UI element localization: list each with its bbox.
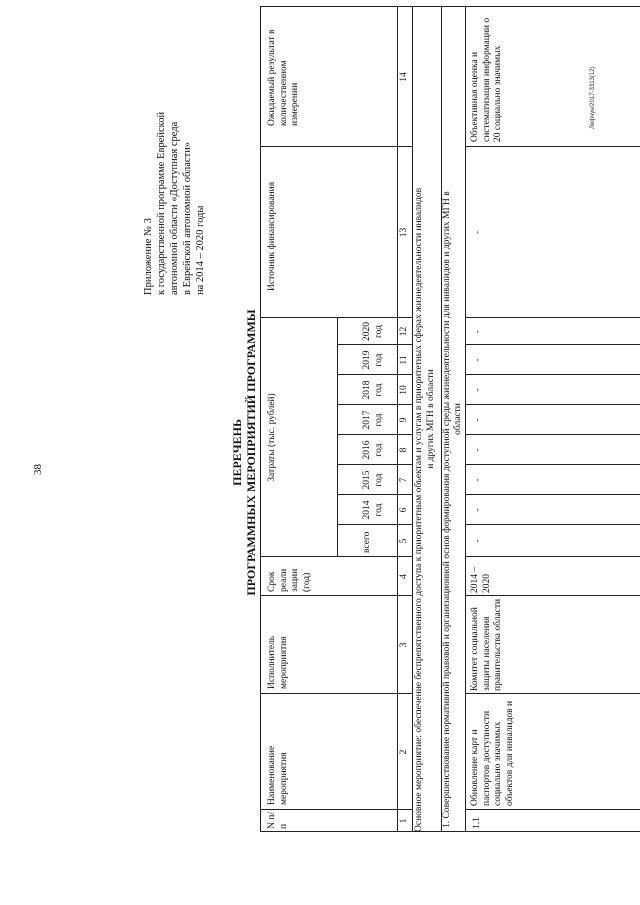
- col-divider: [260, 556, 412, 557]
- row-year-value: -: [473, 478, 483, 482]
- column-number: 13: [399, 227, 409, 238]
- header-year: 2018 год: [362, 380, 384, 400]
- col-divider: [465, 344, 640, 345]
- header-term: Срок реали зации (год): [267, 568, 312, 592]
- colnum-row-line: [412, 6, 413, 832]
- column-number: 6: [399, 507, 409, 513]
- row-year-value: -: [473, 418, 483, 422]
- column-number: 12: [399, 326, 409, 337]
- row-term: 2014 – 2020: [470, 566, 492, 593]
- header-year: 2015 год: [362, 470, 384, 490]
- appendix-line: автономной области «Доступная среда: [169, 121, 180, 295]
- header-bottom-line: [397, 6, 398, 832]
- column-number: 2: [399, 749, 409, 755]
- row-year-value: -: [473, 508, 483, 512]
- header-executor: Исполнитель мероприятия: [267, 635, 289, 689]
- row-source: -: [473, 230, 483, 235]
- header-result: Ожидаемый результат в количественном измерении: [267, 29, 300, 126]
- main-event-line-1: Основное мероприятие: обеспечение беспрепятственного доступа к приоритетным объектам и услугам в приоритетных сферах жизнедеятельности инвалидов: [414, 187, 424, 832]
- header-year: 2017 год: [362, 410, 384, 430]
- row-num: 1.1: [472, 817, 482, 829]
- col-divider: [465, 374, 640, 375]
- col-divider: [260, 595, 412, 596]
- col-divider: [260, 317, 412, 318]
- table-border-left: [260, 831, 640, 832]
- col-divider: [465, 809, 640, 810]
- header-total: всего: [362, 531, 372, 553]
- col-divider: [465, 434, 640, 435]
- document-subtitle: ПРОГРАММНЫХ МЕРОПРИЯТИЙ ПРОГРАММЫ: [244, 309, 258, 596]
- header-year: 2014 год: [362, 500, 384, 520]
- costs-header-divider: [337, 318, 338, 557]
- row-total: -: [473, 539, 483, 543]
- col-divider: [465, 146, 640, 147]
- appendix-line: в Еврейской автономной области»: [182, 141, 193, 295]
- column-number: 11: [399, 355, 409, 365]
- col-divider: [465, 494, 640, 495]
- col-divider: [465, 317, 640, 318]
- section-1-line-2: области: [453, 403, 463, 435]
- col-divider: [260, 809, 412, 810]
- column-number: 9: [399, 417, 409, 423]
- header-year: 2020 год: [362, 322, 384, 341]
- col-divider: [465, 524, 640, 525]
- appendix-line: на 2014 – 2020 годы: [195, 205, 206, 295]
- col-divider: [260, 146, 412, 147]
- header-costs: Затраты (тыс. рублей): [267, 393, 277, 482]
- column-number: 7: [399, 477, 409, 483]
- section-1-line-1: 1. Совершенствование нормативной правовой и организационной основ формирования доступной среды жизнедеятельности для инвалидов и других МГН в: [442, 191, 452, 828]
- row-year-value: -: [473, 448, 483, 452]
- column-number: 4: [399, 574, 409, 579]
- row-executor: Комитет социальной защиты населения правительства области: [470, 598, 503, 691]
- col-divider: [260, 693, 412, 694]
- footer-code: Лефчун/2017-3313(12): [590, 66, 596, 129]
- page-number: 38: [32, 464, 44, 475]
- document-title: ПЕРЕЧЕНЬ: [230, 419, 244, 486]
- row-year-value: -: [473, 329, 483, 334]
- column-number: 5: [399, 538, 409, 544]
- appendix-line: Приложение № 3: [143, 218, 154, 295]
- column-number: 10: [399, 385, 409, 395]
- row-name: Обновление карт и паспортов доступности социально значимых объектов для инвалидов и: [470, 700, 515, 806]
- section-line: [465, 6, 466, 832]
- appendix-line: к государственной программе Еврейской: [156, 111, 167, 295]
- header-year: 2016 год: [362, 440, 384, 460]
- row-year-value: -: [473, 358, 483, 362]
- main-event-line-2: и других МГН в области: [426, 369, 436, 469]
- col-divider: [465, 693, 640, 694]
- row-year-value: -: [473, 388, 483, 392]
- program-table: [260, 6, 640, 832]
- column-number: 8: [399, 447, 409, 453]
- column-number: 1: [399, 818, 409, 824]
- column-number: 14: [399, 72, 409, 82]
- header-source: Источник финансирования: [267, 181, 277, 291]
- row-result: Объективная оценка и систематизация информации о 20 социально значимых: [470, 17, 503, 142]
- col-divider: [465, 464, 640, 465]
- appendix-note: [142, 112, 207, 295]
- col-divider: [465, 595, 640, 596]
- header-num: N п/п: [267, 812, 289, 829]
- table-border-top: [260, 6, 261, 832]
- header-year: 2019 год: [362, 350, 384, 370]
- col-divider: [465, 556, 640, 557]
- column-number: 3: [399, 642, 409, 648]
- col-divider: [465, 404, 640, 405]
- header-name: Наименование мероприятия: [267, 745, 289, 805]
